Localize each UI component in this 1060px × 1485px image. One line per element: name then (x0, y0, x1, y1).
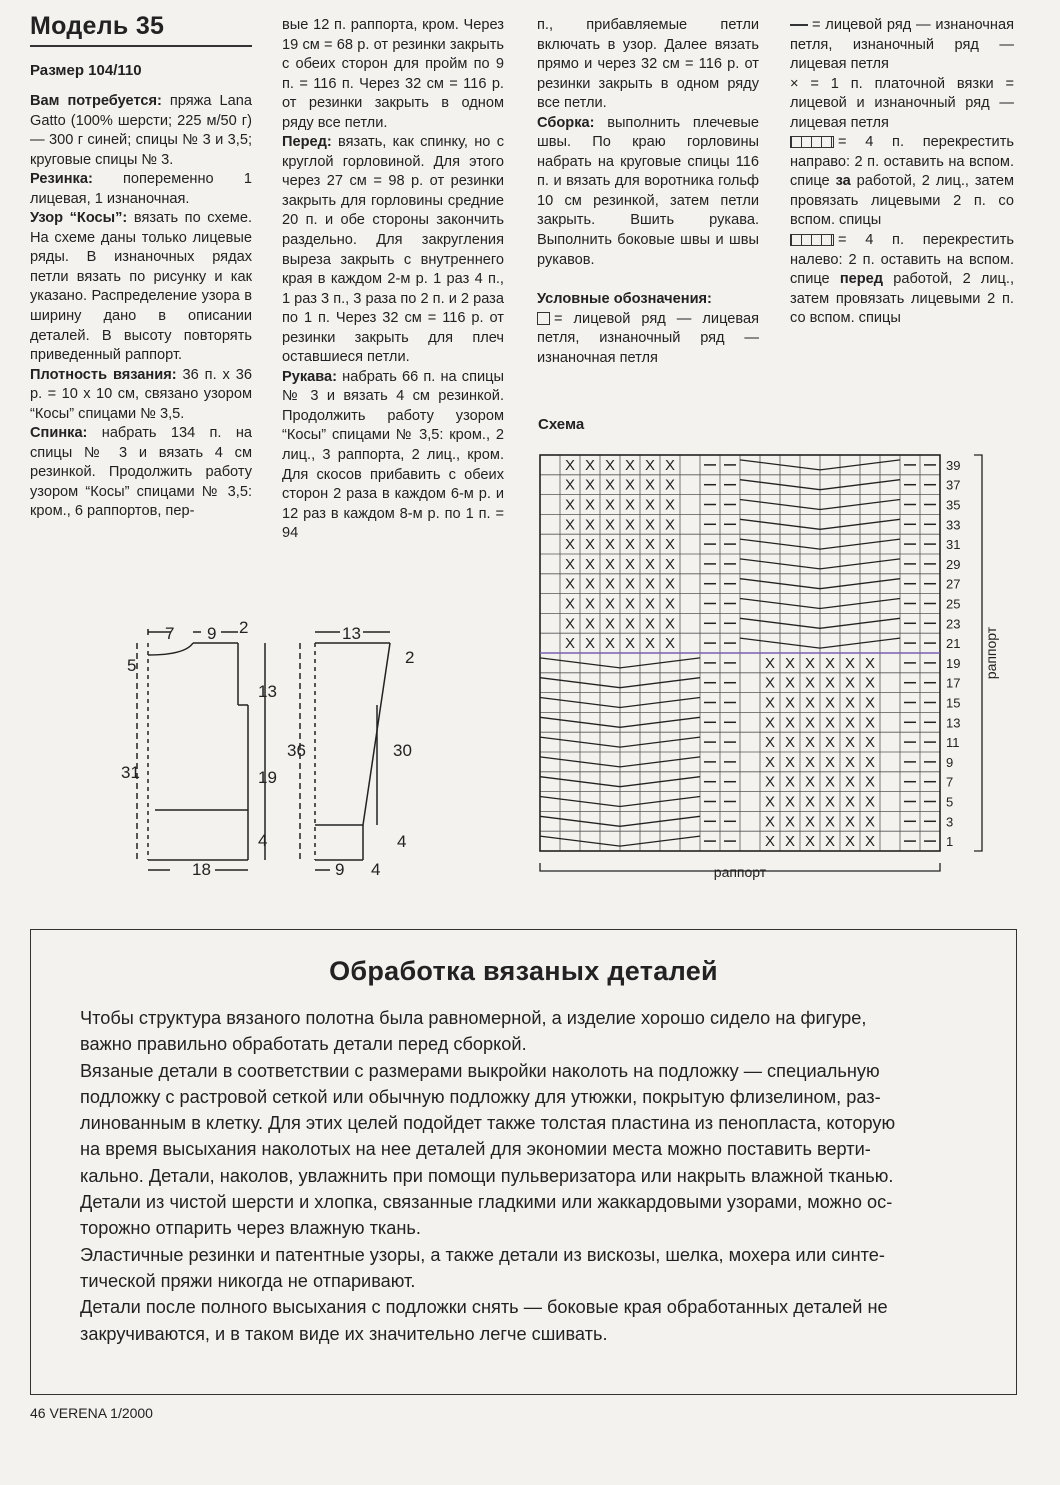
cross-stitch-symbol: X (864, 773, 876, 791)
cross-stitch-symbol: X (804, 714, 816, 732)
dim-sleeve-left: 36 (287, 741, 306, 760)
cross-stitch-symbol: X (604, 496, 616, 514)
back-piece-outline (148, 643, 193, 655)
info-box-body (80, 1005, 980, 1347)
title-rule (30, 45, 252, 47)
cross-stitch-symbol: X (864, 674, 876, 692)
cross-stitch-symbol: X (824, 793, 836, 811)
cross-stitch-symbol: X (804, 654, 816, 672)
cross-stitch-symbol: X (644, 555, 656, 573)
cross-stitch-symbol: X (644, 516, 656, 534)
paragraph-heading: Спинка: (30, 425, 88, 442)
cross-stitch-symbol: X (804, 833, 816, 851)
paragraph-text: набрать 66 п. на спицы № 3 и вязать 4 см резинкой. Продолжить работу узором “Косы” спицами № 3,5: кром., 2 лиц., 3 раппорта, 2 лиц., кром. Для скосов прибавить с обеих сторон 2 раза в каждом 6-м р. и 12 раз в каждом 8-м р. по 1 п. = 94 (282, 368, 504, 542)
cross-stitch-symbol: X (824, 753, 836, 771)
cross-stitch-symbol: X (864, 734, 876, 752)
paragraph-heading: Вам потребуется: (30, 93, 162, 109)
rapport-bracket-side (974, 455, 982, 851)
cross-stitch-symbol: X (564, 516, 576, 534)
cross-stitch-symbol: X (764, 753, 776, 771)
dim-sleeve-top: 13 (342, 624, 361, 643)
row-number-label: 21 (946, 636, 961, 652)
info-box-line: торожно отпарить через влажную ткань. (80, 1218, 421, 1239)
cross-stitch-symbol: X (584, 476, 596, 494)
cross-stitch-symbol: X (844, 813, 856, 831)
cable-right-icon (790, 136, 834, 148)
info-box-line: Детали из чистой шерсти и хлопка, связанные гладкими или жаккардовыми узорами, можно ос- (80, 1192, 893, 1213)
rapport-label-side: раппорт (983, 626, 999, 680)
cross-stitch-symbol: X (564, 456, 576, 474)
blank-cell-icon (537, 312, 550, 325)
text-column-3 (537, 16, 759, 270)
dim-back-top-a: 7 (165, 624, 175, 643)
info-box-line: на время высыхания наколотых на нее деталей для экономии места можно поставить верти- (80, 1139, 871, 1160)
cross-stitch-symbol: X (624, 595, 636, 613)
cross-stitch-symbol: X (564, 575, 576, 593)
page-title: Модель 35 (30, 12, 165, 40)
row-number-label: 25 (946, 596, 961, 612)
row-number-label: 29 (946, 556, 961, 572)
dim-back-right-c: 4 (258, 831, 268, 850)
legend-blank-text: = лицевой ряд — лицевая петля, изнаночный ряд — изнаночная петля (537, 310, 759, 366)
cross-stitch-symbol: X (804, 674, 816, 692)
cross-stitch-symbol: X (664, 595, 676, 613)
cross-stitch-symbol: X (664, 575, 676, 593)
row-number-label: 5 (946, 794, 954, 810)
legend-left-text-b: перед (839, 271, 884, 288)
info-box-line: подложку с растровой сеткой или обычную подложку для утюжки, покрытую флизелином, раз- (80, 1086, 881, 1107)
cross-stitch-symbol: X (604, 635, 616, 653)
cross-stitch-symbol: X (584, 496, 596, 514)
cross-stitch-symbol: X (824, 674, 836, 692)
cross-stitch-symbol: X (864, 813, 876, 831)
cross-stitch-symbol: X (864, 654, 876, 672)
text-column-1 (30, 92, 252, 522)
row-number-label: 39 (946, 457, 961, 473)
row-number-label: 23 (946, 616, 961, 632)
dim-back-left-top: 5 (127, 656, 137, 675)
dim-back-right-b: 19 (258, 768, 277, 787)
cross-stitch-symbol: X (824, 714, 836, 732)
paragraph-heading: Узор “Косы”: (30, 210, 128, 227)
cross-stitch-symbol: X (624, 456, 636, 474)
cross-stitch-symbol: X (624, 476, 636, 494)
info-box-line: линованным в клетку. Для этих целей подойдет также толстая пластина из пенопласта, которую (80, 1113, 896, 1134)
cross-stitch-symbol: X (844, 714, 856, 732)
cross-stitch-symbol: X (624, 516, 636, 534)
cross-stitch-symbol: X (864, 714, 876, 732)
cross-stitch-symbol: X (584, 615, 596, 633)
legend-cable-left (790, 231, 1014, 329)
cross-stitch-symbol: X (604, 595, 616, 613)
cross-stitch-symbol: X (784, 714, 796, 732)
info-box-line: закручиваются, и в таком виде их значительно легче сшивать. (80, 1323, 608, 1344)
schema-title: Схема (538, 416, 585, 433)
paragraph-text: попеременно 1 лицевая, 1 изнаночная. (30, 171, 252, 207)
paragraph (282, 368, 504, 544)
legend-block (537, 290, 759, 368)
legend-right-text-c: работой, 2 лиц., затем провязать лицевыми 2 п. со вспом. спицы (790, 173, 1015, 229)
cross-stitch-symbol: X (864, 694, 876, 712)
cross-stitch-symbol: X (564, 555, 576, 573)
legend-left-text-a: = 4 п. перекрестить налево: 2 п. оставить на вспом. спице (790, 232, 1014, 288)
cross-stitch-symbol: X (804, 694, 816, 712)
cross-stitch-symbol: X (764, 833, 776, 851)
cross-stitch-symbol: X (844, 654, 856, 672)
cross-stitch-symbol: X (664, 536, 676, 554)
paragraph-heading: Перед: (282, 134, 332, 151)
text-column-2 (282, 16, 504, 544)
paragraph-text: пряжа Lana Gatto (100% шерсти; 225 м/50 г) — 300 г синей; спицы № 3 и 3,5; круговые спицы № 3. (30, 93, 252, 168)
cross-stitch-symbol: X (664, 555, 676, 573)
cross-stitch-symbol: X (764, 714, 776, 732)
cross-stitch-symbol: X (584, 555, 596, 573)
cross-stitch-symbol: X (564, 615, 576, 633)
cross-stitch-symbol: X (584, 575, 596, 593)
cross-stitch-symbol: X (864, 833, 876, 851)
garment-schematics (115, 615, 435, 885)
cross-stitch-symbol: X (844, 753, 856, 771)
legend-right-text-a: = 4 п. перекрестить направо: 2 п. оставить на вспом. спице (790, 134, 1014, 190)
cross-stitch-symbol: X (624, 555, 636, 573)
cross-stitch-symbol: X (644, 635, 656, 653)
row-number-label: 9 (946, 754, 954, 770)
paragraph-heading: Сборка: (537, 114, 595, 131)
cross-stitch-symbol: X (784, 813, 796, 831)
row-number-label: 1 (946, 834, 954, 850)
paragraph (537, 114, 759, 270)
row-number-label: 11 (946, 735, 960, 751)
cross-stitch-symbol: X (664, 456, 676, 474)
paragraph-text: п., прибавляемые петли включать в узор. Далее вязать прямо и через 32 см = 116 р. от резинки закрыть в одном ряду все петли. (537, 17, 759, 112)
cross-stitch-symbol: X (864, 793, 876, 811)
cross-stitch-symbol: X (664, 516, 676, 534)
row-number-label: 35 (946, 497, 961, 513)
cross-stitch-symbol: X (644, 476, 656, 494)
cross-stitch-symbol: X (664, 496, 676, 514)
cross-stitch-symbol: X (784, 674, 796, 692)
cross-stitch-symbol: X (824, 833, 836, 851)
cross-stitch-symbol: X (644, 536, 656, 554)
size-label: Размер 104/110 (30, 62, 142, 79)
cross-stitch-symbol: X (764, 793, 776, 811)
cross-stitch-symbol: X (784, 773, 796, 791)
legend-dash (790, 16, 1014, 75)
paragraph-text: выполнить плечевые швы. По краю горловины набрать на круговые спицы 116 п. и вязать для воротника гольф 10 см резинкой, затем петли закрыть. Вшить рукава. Выполнить боковые швы и швы рукавов. (537, 114, 759, 268)
cross-stitch-symbol: X (844, 694, 856, 712)
cross-stitch-symbol: X (824, 734, 836, 752)
row-number-label: 15 (946, 695, 961, 711)
paragraph-heading: Плотность вязания: (30, 366, 177, 383)
dim-sleeve-bottom-a: 9 (335, 860, 345, 879)
cross-stitch-symbol: X (764, 773, 776, 791)
dim-back-top-b: 9 (207, 624, 217, 643)
dim-back-right-a: 13 (258, 682, 277, 701)
cross-stitch-symbol: X (624, 496, 636, 514)
legend-left-text-c: работой, 2 лиц., затем провязать лицевыми 2 п. со вспом. спицы (790, 271, 1015, 327)
cross-stitch-symbol: X (804, 813, 816, 831)
row-number-label: 37 (946, 477, 961, 493)
row-number-label: 3 (946, 814, 954, 830)
knitting-chart (530, 445, 1030, 885)
cross-stitch-symbol: X (844, 833, 856, 851)
paragraph-text: вые 12 п. раппорта, кром. Через 19 см = 68 р. от резинки закрыть с обеих сторон для пройм по 9 п. = 116 п. Через 32 см = 116 р. от резинки закрыть в одном ряду все петли. (282, 17, 504, 131)
info-box-line: Детали после полного высыхания с подложки снять — боковые края обработанных деталей не (80, 1297, 888, 1318)
cross-stitch-symbol: X (784, 753, 796, 771)
info-box (30, 929, 1017, 1395)
paragraph (282, 16, 504, 133)
cross-stitch-symbol: X (604, 555, 616, 573)
info-box-line: Чтобы структура вязаного полотна была равномерной, а изделие хорошо сидело на фигуре, (80, 1008, 867, 1028)
paragraph (30, 170, 252, 209)
rapport-label-bottom: раппорт (713, 864, 767, 880)
dim-sleeve-right-bottom: 4 (397, 832, 407, 851)
row-number-label: 33 (946, 517, 961, 533)
info-box-title: Обработка вязаных деталей (329, 956, 718, 986)
paragraph (282, 133, 504, 368)
paragraph-text: вязать по схеме. На схеме даны только лицевые ряды. В изнаночных рядах петли вязать по рисунку и как указано. Распределение узора в ширину дано в описании деталей. В высоту повторять приведенный раппорт. (30, 210, 252, 364)
cross-stitch-symbol: X (604, 456, 616, 474)
cross-stitch-symbol: X (624, 615, 636, 633)
cross-stitch-symbol: X (844, 773, 856, 791)
row-number-label: 27 (946, 576, 961, 592)
cross-stitch-symbol: X (604, 615, 616, 633)
cross-stitch-symbol: X (564, 476, 576, 494)
legend-cross-text: = 1 п. платочной вязки = лицевой и изнаночный ряд — лицевая петля (790, 75, 1014, 131)
dim-sleeve-bottom-b: 4 (371, 860, 381, 879)
cross-stitch-symbol: X (804, 793, 816, 811)
cross-stitch-symbol: X (584, 516, 596, 534)
paragraph (30, 209, 252, 365)
dim-back-top-c: 2 (239, 618, 249, 637)
dim-sleeve-right: 30 (393, 741, 412, 760)
dim-back-left: 31 (121, 763, 140, 782)
dash-symbol-icon (790, 24, 808, 26)
cable-left-icon (790, 234, 834, 246)
cross-stitch-symbol: X (584, 456, 596, 474)
legend-right-text-b: за (835, 173, 851, 190)
paragraph (30, 366, 252, 425)
info-box-line: Вязаные детали в соответствии с размерами выкройки наколоть на подложку — специальную (80, 1060, 880, 1081)
cross-stitch-symbol: X (664, 635, 676, 653)
header (30, 12, 252, 47)
paragraph-heading: Резинка: (30, 171, 93, 188)
cross-symbol-icon: × (790, 75, 799, 92)
cross-stitch-symbol: X (584, 536, 596, 554)
cross-stitch-symbol: X (824, 694, 836, 712)
cross-stitch-symbol: X (644, 615, 656, 633)
cross-stitch-symbol: X (784, 833, 796, 851)
row-number-label: 7 (946, 774, 954, 790)
cross-stitch-symbol: X (804, 773, 816, 791)
cross-stitch-symbol: X (864, 753, 876, 771)
legend-title: Условные обозначения: (537, 291, 712, 307)
cross-stitch-symbol: X (644, 496, 656, 514)
cross-stitch-symbol: X (844, 734, 856, 752)
cross-stitch-symbol: X (824, 654, 836, 672)
cross-stitch-symbol: X (804, 753, 816, 771)
cross-stitch-symbol: X (664, 615, 676, 633)
cross-stitch-symbol: X (844, 674, 856, 692)
paragraph (30, 92, 252, 170)
cross-stitch-symbol: X (564, 496, 576, 514)
page-footer: 46 VERENA 1/2000 (30, 1405, 153, 1421)
cross-stitch-symbol: X (604, 476, 616, 494)
cross-stitch-symbol: X (644, 575, 656, 593)
row-number-label: 31 (946, 537, 961, 553)
cross-stitch-symbol: X (644, 595, 656, 613)
cross-stitch-symbol: X (604, 536, 616, 554)
cross-stitch-symbol: X (664, 476, 676, 494)
dim-sleeve-top-right: 2 (405, 648, 415, 667)
legend-dash-text: = лицевой ряд — изнаночная петля, изнаночный ряд — лицевая петля (790, 17, 1014, 73)
cross-stitch-symbol: X (784, 694, 796, 712)
legend-blank (537, 310, 759, 369)
cross-stitch-symbol: X (564, 635, 576, 653)
cross-stitch-symbol: X (764, 813, 776, 831)
cross-stitch-symbol: X (644, 456, 656, 474)
cross-stitch-symbol: X (584, 635, 596, 653)
legend-cable-right (790, 133, 1014, 231)
cross-stitch-symbol: X (784, 793, 796, 811)
row-number-label: 19 (946, 655, 961, 671)
cross-stitch-symbol: X (764, 694, 776, 712)
paragraph-heading: Рукава: (282, 368, 338, 385)
info-box-line: Эластичные резинки и патентные узоры, а также детали из вискозы, шелка, мохера или синте- (80, 1244, 885, 1265)
cross-stitch-symbol: X (764, 654, 776, 672)
paragraph-text: вязать, как спинку, но с круглой горловиной. Для этого через 27 см = 98 р. от резинки закрыть для горловины средние 20 п. и обе стороны закончить раздельно. Для закругления выреза закрыть с внутреннего края в каждом 2-м р. 1 раз 4 п., 1 раз 3 п., 3 раза по 2 п. и 2 раза по 1 п. Через 32 см = 116 р. от резинки закрыть для плеч оставшиеся петли. (282, 134, 504, 366)
paragraph-text: набрать 134 п. на спицы № 3 и вязать 4 см резинкой. Продолжить работу узором “Косы” спицами № 3,5: кром., 6 раппортов, пер- (30, 425, 252, 520)
cross-stitch-symbol: X (624, 536, 636, 554)
cross-stitch-symbol: X (564, 595, 576, 613)
info-box-line: важно правильно обработать детали перед сборкой. (80, 1034, 527, 1055)
paragraph-text: 36 п. х 36 р. = 10 х 10 см, связано узором “Косы” спицами № 3,5. (30, 366, 252, 422)
cross-stitch-symbol: X (784, 654, 796, 672)
cross-stitch-symbol: X (624, 575, 636, 593)
cross-stitch-symbol: X (804, 734, 816, 752)
paragraph (537, 16, 759, 114)
paragraph (30, 424, 252, 522)
info-box-line: кально. Детали, наколов, увлажнить при помощи пульверизатора или накрыть влажной тканью. (80, 1165, 894, 1186)
row-number-label: 17 (946, 675, 961, 691)
cross-stitch-symbol: X (764, 674, 776, 692)
cross-stitch-symbol: X (584, 595, 596, 613)
cross-stitch-symbol: X (764, 734, 776, 752)
info-box-line: тической пряжи никогда не отпаривают. (80, 1270, 416, 1291)
row-number-label: 13 (946, 715, 961, 731)
legend-column-4 (790, 16, 1014, 329)
cross-stitch-symbol: X (624, 635, 636, 653)
dim-back-bottom: 18 (192, 860, 211, 879)
legend-cross (790, 75, 1014, 134)
cross-stitch-symbol: X (844, 793, 856, 811)
cross-stitch-symbol: X (824, 773, 836, 791)
cross-stitch-symbol: X (604, 516, 616, 534)
cross-stitch-symbol: X (784, 734, 796, 752)
cross-stitch-symbol: X (564, 536, 576, 554)
cross-stitch-symbol: X (604, 575, 616, 593)
cross-stitch-symbol: X (824, 813, 836, 831)
